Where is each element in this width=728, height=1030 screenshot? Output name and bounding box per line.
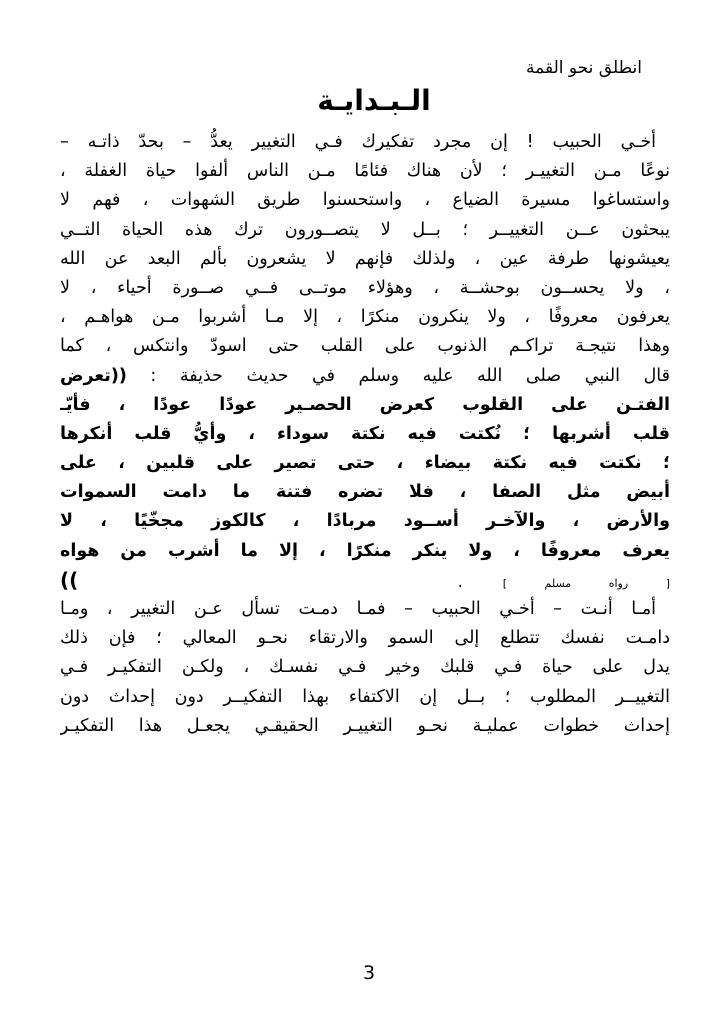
hadith-intro-line bbox=[60, 362, 670, 391]
page-title: الـبـدايـة bbox=[317, 84, 431, 117]
text-line: وهذا نتيجـة تراكـم الذنوب على القلب حتى اسودّ وانتكس ، كما bbox=[60, 336, 670, 357]
text-line: يدل على حياة فـي قلبك وخير فـي نفسـك ، ولكـن التفكيـر فـي bbox=[60, 657, 670, 678]
hadith-line: يعرف معروفًا ، ولا ينكر منكرًا ، إلا ما أشرب من هواه bbox=[60, 540, 670, 561]
text-line: ، ولا يحســون بوحشــة ، وهؤلاء موتــى فــي صــورة أحياء ، لا bbox=[60, 277, 670, 298]
hadith-close-line bbox=[60, 566, 670, 595]
text-line: دامـت نفسك تتطلع إلى السمو والارتقاء نحـو المعالي ؛ فإن ذلك bbox=[60, 628, 670, 649]
text-line: أمـا أنـت – أخـي الحبيب – فمـا دمـت تسأل عـن التغيير ، ومـا bbox=[60, 599, 656, 619]
page-header: انطلق نحو القمة bbox=[526, 58, 642, 78]
hadith-close: )) bbox=[60, 567, 79, 592]
hadith-open: ((تعرض bbox=[60, 365, 127, 386]
reference-period: . bbox=[457, 571, 464, 592]
page-number: 3 bbox=[362, 962, 376, 984]
hadith-line: الفتـن على القلوب كعرض الحصـير عودًا عودًا ، فأيّـ bbox=[60, 394, 670, 415]
hadith-intro: قال النبي صلى الله عليه وسلم في حديث حذيفة : bbox=[150, 365, 670, 386]
text-line: نوعًا مـن التغييـر ؛ لأن هناك فئامًا مـن الناس ألفوا حياة الغفلة ، bbox=[60, 161, 670, 182]
text-line: واستساغوا مسيرة الضياع ، واستحسنوا طريق الشهوات ، فهم لا bbox=[60, 190, 670, 211]
hadith-line: قلب أشربها ؛ نُكتت فيه نكتة سوداء ، وأيُّ قلب أنكرها bbox=[60, 423, 670, 444]
body-text bbox=[60, 128, 670, 741]
hadith-line: أبيض مثل الصفا ، فلا تضره فتنة ما دامت السموات bbox=[60, 482, 670, 503]
hadith-line: والأرض ، والآخـر أســود مربادًا ، كالكوز مجخّيًا ، لا bbox=[60, 511, 670, 532]
text-line: يعيشونها طرفة عين ، ولذلك فإنهم لا يشعرون بألم البعد عن الله bbox=[60, 248, 670, 269]
text-line: التغييــر المطلوب ؛ بــل إن الاكتفاء بهذا التفكيــر دون إحداث دون bbox=[60, 686, 670, 707]
hadith-line: ؛ نكتت فيه نكتة بيضاء ، حتى تصير على قلبين ، على bbox=[60, 453, 670, 474]
text-line: يبحثون عــن التغييــر ؛ بــل لا يتصــورون ترك هذه الحياة التــي bbox=[60, 219, 670, 240]
text-line: إحداث خطوات عمليـة نحـو التغييـر الحقيقـي يجعـل هذا التفكيـر bbox=[60, 715, 670, 736]
text-line: يعرفون معروفًا ، ولا ينكرون منكرًا ، إلا مـا أشربوا مـن هواهـم ، bbox=[60, 307, 670, 328]
hadith-reference: [ رواه مسلم ] bbox=[502, 576, 670, 590]
text-line: أخـي الحبيب ! إن مجرد تفكيرك فـي التغيير يعدُّ – بحدّ ذاتـه – bbox=[60, 132, 656, 152]
